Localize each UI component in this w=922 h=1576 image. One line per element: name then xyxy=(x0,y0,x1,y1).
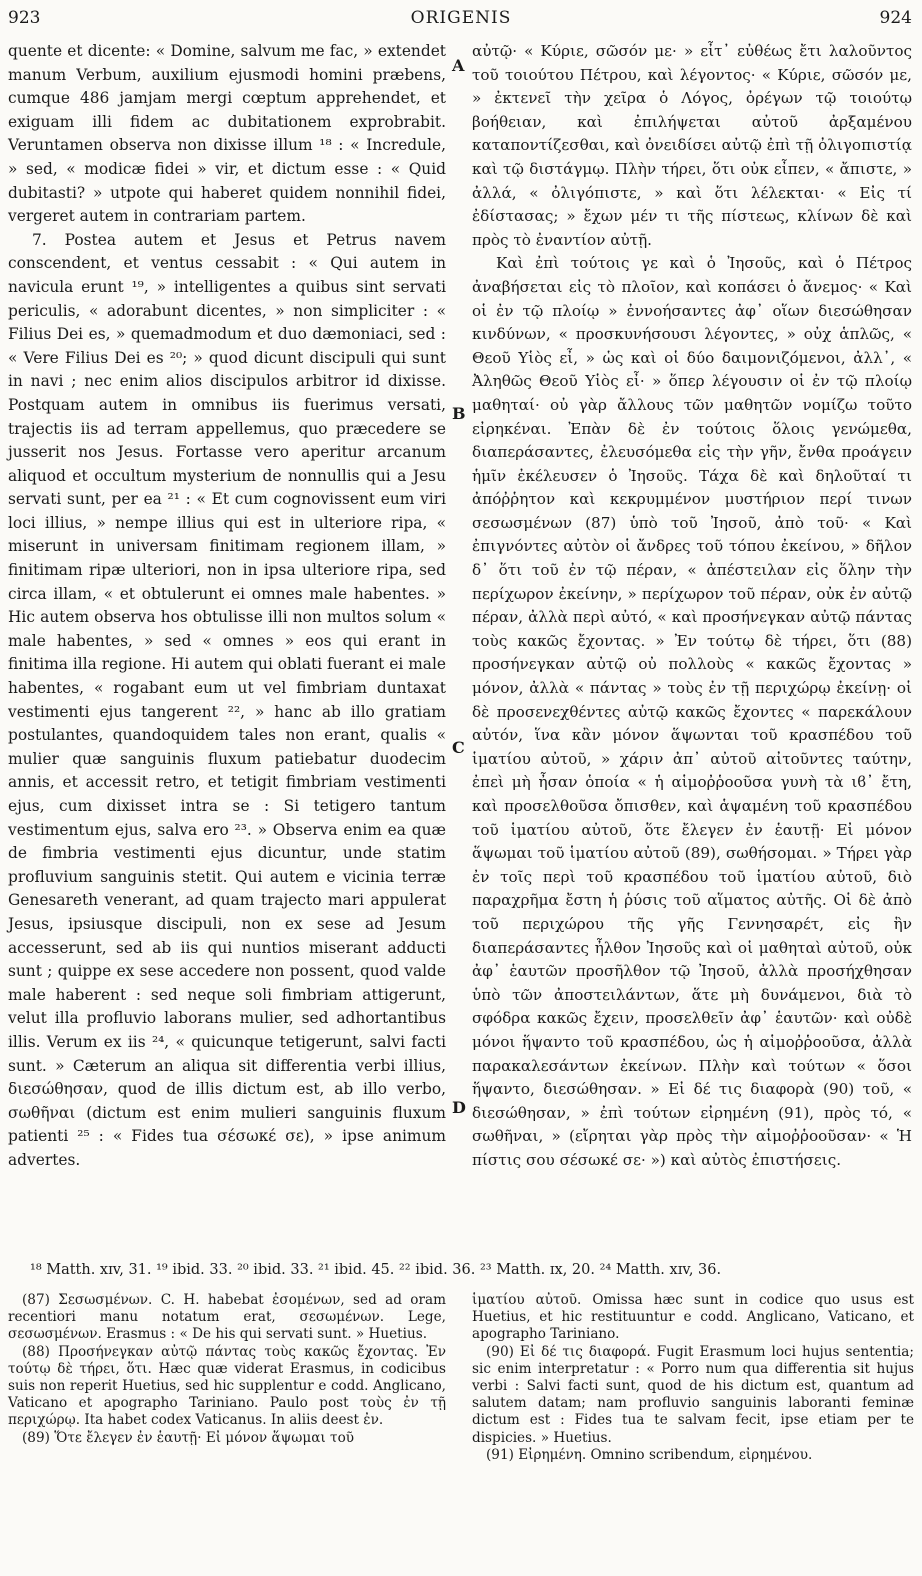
scripture-footnotes: ¹⁸ Matth. xɪv, 31. ¹⁹ ibid. 33. ²⁰ ibid. 33. ²¹ ibid. 45. ²² ibid. 36. ²³ Matth. ɪx, 20. ²⁴ Matth. xɪv, 36. xyxy=(30,1262,722,1278)
margin-letter-a: A xyxy=(452,56,465,75)
page-number-right: 924 xyxy=(879,8,912,28)
margin-letter-d: D xyxy=(452,1098,466,1117)
running-title: ORIGENIS xyxy=(410,8,512,28)
page-header xyxy=(0,0,922,40)
latin-column xyxy=(8,40,446,1173)
note-89: (89) Ὅτε ἔλεγεν ἐν ἑαυτῇ· Εἰ μόνον ἅψωμαι τοῦ xyxy=(22,1429,355,1446)
margin-letter-c: C xyxy=(452,738,465,757)
latin-paragraph-2: 7. Postea autem et Jesus et Petrus navem conscendent, et ventus cessabit : « Qui autem in navicula erunt ¹⁹, » intelligentes a quibus sint servati periculis, « adorabunt dicentes, » non simpliciter : « Filius Dei es, » quemadmodum et duo dæmoniaci, sed : « Vere Filius Dei es ²⁰; » quod dicunt discipuli qui sunt in navi ; nec enim alios discipulos arbitror id dixisse. Postquam autem in omnibus iis fuerimus versati, trajectis iis ad terram appellemus, quo præcedere se jusserit nos Jesus. Fortasse vero aperitur arcanum aliquod et occultum mysterium de nonnullis qui a Jesu servati sunt, per ea ²¹ : « Et cum cognovissent eum viri loci illius, » nempe illius qui est in ulteriore ripa, « miserunt in universam finitimam regionem illam, » finitimam ripæ ulteriori, non in ipsa ulteriore ripa, sed circa illam, « et obtulerunt ei omnes male habentes. » Hic autem observa hos obtulisse illi non multos solum « male habentes, » sed « omnes » eos qui erant in finitima illa regione. Hi autem qui oblati fuerant ei male habentes, « rogabant eum ut vel fimbriam duntaxat vestimenti ejus tangerent ²², » hanc ab illo gratiam postulantes, quandoquidem tales non erant, qualis « mulier quæ sanguinis fluxum patiebatur duodecim annis, et accessit retro, et tetigit fimbriam vestimenti ejus, cum dixisset intra se : Si tetigero tantum vestimentum ejus, salva ero ²³. » Observa enim ea quæ de fimbria vestimenti ejus dicuntur, unde statim profluvium sanguinis stetit. Qui autem e vicinia terræ Genesareth venerant, ad quam trajecto mari appulerat Jesus, ipsiusque discipuli, non ex sese ad Jesum accesserunt, sed ab iis qui nuntios miserant adducti sunt ; quippe ex sese accedere non possent, quod valde male haberent : sed neque soli fimbriam attigerunt, velut illa profluvio laborans mulier, sed adhortantibus illis. Verum ex iis ²⁴, « quicunque tetigerunt, salvi facti sunt. » Cæterum an aliqua sit differentia verbi illius, διεσώθησαν, quod de illis dictum est, ab illo verbo, σωθῆναι (dictum est enim mulieri sanguinis fluxum patienti ²⁵ : « Fides tua σέσωκέ σε), » ipse animum advertes. xyxy=(8,230,446,1169)
notes-left-column xyxy=(8,1292,446,1447)
greek-paragraph-2: Καὶ ἐπὶ τούτοις γε καὶ ὁ Ἰησοῦς, καὶ ὁ Πέτρος ἀναβήσεται εἰς τὸ πλοῖον, καὶ κοπάσει ὁ ἄνεμος· « Καὶ οἱ ἐν τῷ πλοίῳ » ἐννοήσαντες ἀφ᾽ οἵων διεσώθησαν κινδύνων, « προσκυνήσουσι λέγοντες, » οὐχ ἁπλῶς, « Θεοῦ Υἱὸς εἶ, » ὡς καὶ οἱ δύο δαιμονιζόμενοι, ἀλλ᾽, « Ἀληθῶς Θεοῦ Υἱὸς εἶ· » ὅπερ λέγουσιν οἱ ἐν τῷ πλοίῳ μαθηταί· οὐ γὰρ ἄλλους τῶν μαθητῶν νομίζω τοῦτο εἰρηκέναι. Ἐπὰν δὲ ἐν τούτοις ὅλοις γενώμεθα, διαπεράσαντες, ἐλευσόμεθα εἰς τὴν γῆν, ἔνθα προάγειν ἡμῖν ἐκέλευσεν ὁ Ἰησοῦς. Τάχα δὲ καὶ δηλοῦταί τι ἀπόῤῥητον καὶ κεκρυμμένον μυστήριον περί τινων σεσωσμένων (87) ὑπὸ τοῦ Ἰησοῦ, ἀπὸ τοῦ· « Καὶ ἐπιγνόντες αὐτὸν οἱ ἄνδρες τοῦ τόπου ἐκείνου, » δῆλον δ᾽ ὅτι τοῦ ἐν τῷ πέραν, « ἀπέστειλαν εἰς ὅλην τὴν περίχωρον ἐκείνην, » περίχωρον τοῦ πέραν, οὐκ ἐν αὐτῷ πέραν, ἀλλὰ περὶ αὐτό, « καὶ προσήνεγκαν αὐτῷ πάντας τοὺς κακῶς ἔχοντας. » Ἐν τούτῳ δὲ τήρει, ὅτι (88) προσήνεγκαν αὐτῷ οὐ πολλοὺς « κακῶς ἔχοντας » μόνον, ἀλλὰ « πάντας » τοὺς ἐν τῇ περιχώρῳ ἐκείνῃ· οἱ δὲ προσενεχθέντες αὐτῷ κακῶς ἔχοντες « παρεκάλουν αὐτόν, ἵνα κἂν μόνον ἅψωνται τοῦ κρασπέδου τοῦ ἱματίου αὐτοῦ, » χάριν ἀπ᾽ αὐτοῦ αἰτοῦντες ταύτην, ἐπεὶ μὴ ἦσαν ὁποία « ἡ αἱμοῤῥοοῦσα γυνὴ τὰ ιϐ᾽ ἔτη, καὶ προσελθοῦσα ὄπισθεν, καὶ ἁψαμένη τοῦ κρασπέδου τοῦ ἱματίου αὐτοῦ, ὅτε ἔλεγεν ἐν ἑαυτῇ· Εἰ μόνον ἅψωμαι τοῦ ἱματίου αὐτοῦ (89), σωθήσομαι. » Τήρει γὰρ ἐν τοῖς περὶ τοῦ κρασπέδου τοῦ ἱματίου αὐτοῦ, διὸ παραχρῆμα ἔστη ἡ ῥύσις τοῦ αἵματος αὐτῆς. Οἱ δὲ ἀπὸ τοῦ περιχώρου τῆς γῆς Γεννησαρέτ, εἰς ἣν διαπεράσαντες ἦλθον Ἰησοῦς καὶ οἱ μαθηταὶ αὐτοῦ, οὐκ ἀφ᾽ ἑαυτῶν προσῆλθον τῷ Ἰησοῦ, ἀλλὰ προσήχθησαν ὑπὸ τῶν ἀποστειλάντων, ἅτε μὴ δυνάμενοι, διὰ τὸ σφόδρα κακῶς ἔχειν, προσελθεῖν ἀφ᾽ ἑαυτῶν· καὶ οὐδὲ μόνοι ἥψαντο τοῦ κρασπέδου, ὡς ἡ αἱμοῤῥοοῦσα, ἀλλὰ παρακαλεσάντων ἐκείνων. Πλὴν καὶ τούτων « ὅσοι ἥψαντο, διεσώθησαν. » Εἰ δέ τις διαφορὰ (90) τοῦ, « διεσώθησαν, » ἐπὶ τούτων εἰρημένη (91), πρὸς τό, « σωθῆναι, » (εἴρηται γὰρ πρὸς τὴν αἱμοῤῥοοῦσαν· « Ἡ πίστις σου σέσωκέ σε· ») καὶ αὐτὸς ἐπιστήσεις. xyxy=(472,254,912,1169)
note-88: (88) Προσήνεγκαν αὐτῷ πάντας τοὺς κακῶς ἔχοντας. Ἐν τούτῳ δὲ τήρει, ὅτι. Hæc quæ viderat Erasmus, in codicibus suis non reperit Huetius, sed hic supplentur e codd. Anglicano, Vaticano et apographo Tariniano. Paulo post τοὺς ἐν τῇ περιχώρῳ. Ita habet codex Vaticanus. In aliis deest ἐν. xyxy=(8,1343,446,1429)
note-87: (87) Σεσωσμένων. C. H. habebat ἐσομένων, sed ad oram recentiori manu notatum erat, σεσωμένων. Lege, σεσωσμένων. Erasmus : « De his qui servati sunt. » Huetius. xyxy=(8,1292,446,1343)
page-number-left: 923 xyxy=(8,8,41,28)
note-90: (90) Εἰ δέ τις διαφορά. Fugit Erasmum loci hujus sententia; sic enim interpretatur : « Porro num qua differentia sit hujus verbi : Salvi facti sunt, quod de his dictum est, quantum ad salutem datam; nam profluvio sanguinis laboranti feminæ dictum est : Fides tua te salvam fecit, ipse etiam per te dispicies. » Huetius. xyxy=(472,1343,914,1446)
latin-paragraph-1: quente et dicente: « Domine, salvum me fac, » extendet manum Verbum, auxilium ejusmodi homini præbens, cumque 486 jamjam mergi cœptum apprehendet, et exiguam illi fidem ac dubitationem exprobrabit. Veruntamen observa non dixisse illum ¹⁸ : « Incredule, » sed, « modicæ fidei » vir, et dictum esse : « Quid dubitasti? » utpote qui haberet quidem nonnihil fidei, vergeret autem in contrariam partem. xyxy=(8,42,446,226)
greek-column xyxy=(472,40,912,1173)
note-91: (91) Εἰρημένη. Omnino scribendum, εἰρημένου. xyxy=(486,1446,813,1463)
greek-paragraph-1: αὐτῷ· « Κύριε, σῶσόν με· » εἶτ᾽ εὐθέως ἔτι λαλοῦντος τοῦ τοιούτου Πέτρου, καὶ λέγοντος· « Κύριε, σῶσόν με, » ἐκτενεῖ τὴν χεῖρα ὁ Λόγος, ὀρέγων τῷ τοιούτῳ βοήθειαν, καὶ ἐπιλήψεται αὐτοῦ ἀρξαμένου καταποντίζεσθαι, καὶ ὀνειδίσει αὐτῷ ἐπὶ τῇ ὀλιγοπιστίᾳ καὶ τῷ διστάγμῳ. Πλὴν τήρει, ὅτι οὐκ εἶπεν, « ἄπιστε, » ἀλλά, « ὀλιγόπιστε, » καὶ ὅτι λέλεκται· « Εἰς τί ἐδίστασας; » ἔχων μέν τι τῆς πίστεως, κλίνων δὲ καὶ πρὸς τὸ ἐναντίον αὐτῇ. xyxy=(472,42,912,249)
notes-right-column xyxy=(472,1292,914,1464)
note-89-continued: ἱματίου αὐτοῦ. Omissa hæc sunt in codice quo usus est Huetius, et hic restituuntur e codd. Anglicano, Vaticano, et apographo Tariniano. xyxy=(472,1292,914,1343)
margin-letter-b: B xyxy=(452,404,466,423)
